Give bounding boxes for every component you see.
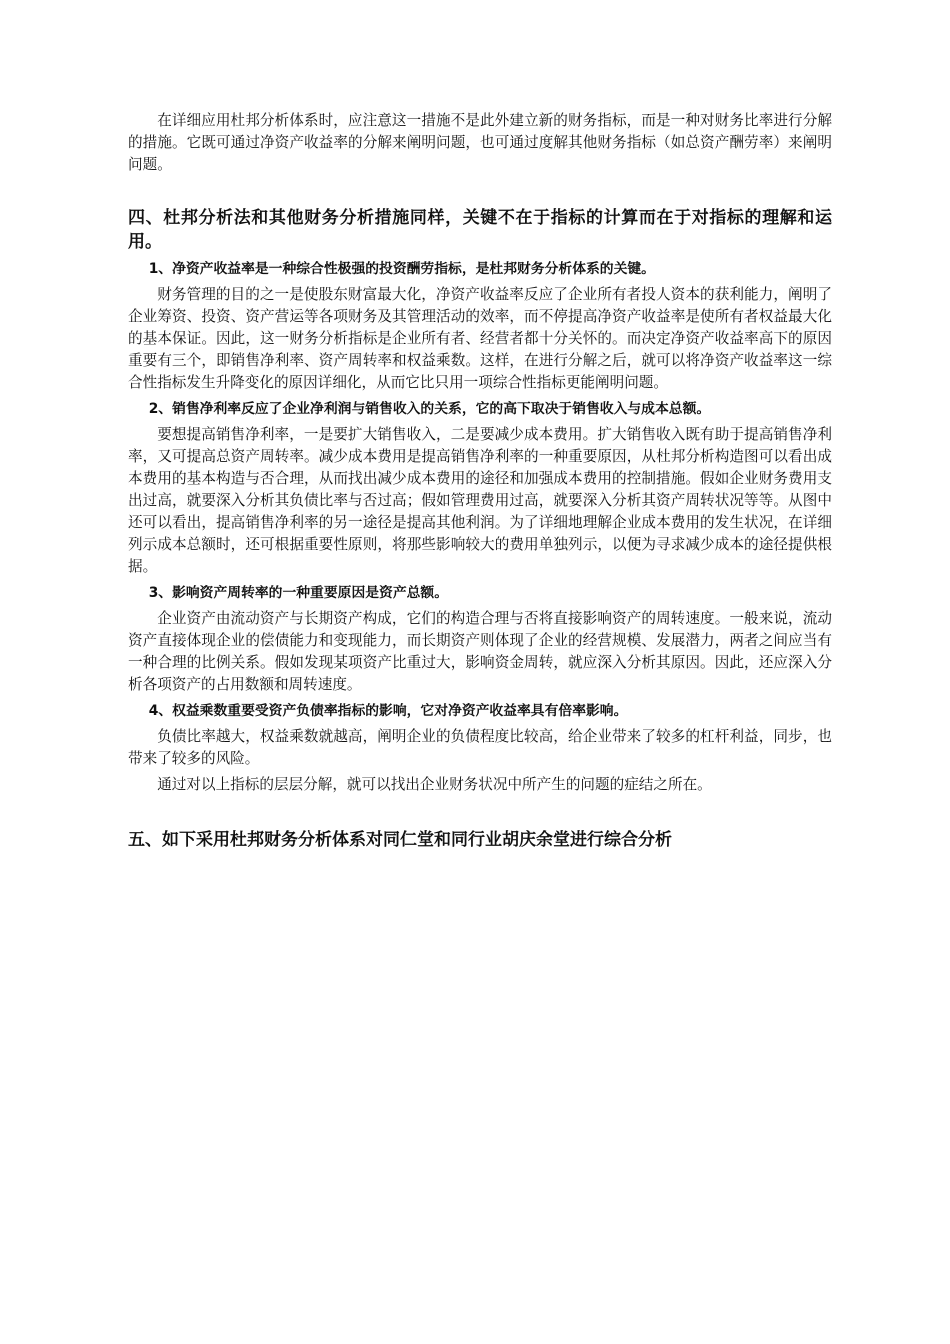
spacer: [128, 176, 832, 206]
section-4-item-3-heading: 3、影响资产周转率的一种重要原因是资产总额。: [148, 585, 449, 601]
section-4-item-1-heading: 1、净资产收益率是一种综合性极强的投资酬劳指标，是杜邦财务分析体系的关键。: [148, 261, 655, 277]
section-4-item-4-body: 负债比率越大，权益乘数就越高，阐明企业的负债程度比较高，给企业带来了较多的杠杆利益，同步，也带来了较多的风险。: [128, 728, 832, 767]
section-4-item-1-body: 财务管理的目的之一是使股东财富最大化，净资产收益率反应了企业所有者投人资本的获利能力，阐明了企业筹资、投资、资产营运等各项财务及其管理活动的效率，而不停提高净资产收益率是使所有者权益最大化的基本保证。因此，这一财务分析指标是企业所有者、经营者都十分关怀的。而决定净资产收益率高下的原因重要有三个，即销售净利率、资产周转率和权益乘数。这样，在进行分解之后，就可以将净资产收益率这一综合性指标发生升降变化的原因详细化，从而它比只用一项综合性指标更能阐明问题。: [128, 286, 832, 391]
section-4-item-3-body: 企业资产由流动资产与长期资产构成，它们的构造合理与否将直接影响资产的周转速度。一般来说，流动资产直接体现企业的偿债能力和变现能力，而长期资产则体现了企业的经营规模、发展潜力，两者之间应当有一种合理的比例关系。假如发现某项资产比重过大，影响资金周转，就应深入分析其原因。因此，还应深入分析各项资产的占用数额和周转速度。: [128, 610, 832, 693]
intro-paragraph: 在详细应用杜邦分析体系时，应注意这一措施不是此外建立新的财务指标，而是一种对财务比率进行分解的措施。它既可通过净资产收益率的分解来阐明问题，也可通过度解其他财务指标（如总资产酬劳率）来阐明问题。: [128, 112, 832, 173]
section-4-item-4-heading: 4、权益乘数重要受资产负债率指标的影响，它对净资产收益率具有倍率影响。: [148, 703, 628, 719]
section-4-title: 四、杜邦分析法和其他财务分析措施同样，关键不在于指标的计算而在于对指标的理解和运用。: [128, 208, 832, 252]
section-4-item-2-heading: 2、销售净利率反应了企业净利润与销售收入的关系，它的高下取决于销售收入与成本总额。: [148, 401, 711, 417]
section-5-title: 五、如下采用杜邦财务分析体系对同仁堂和同行业胡庆余堂进行综合分析: [128, 830, 672, 850]
section-4-item-2-body: 要想提高销售净利率，一是要扩大销售收入，二是要减少成本费用。扩大销售收入既有助于提高销售净利率，又可提高总资产周转率。减少成本费用是提高销售净利率的一种重要原因，从杜邦分析构造图可以看出成本费用的基本构造与否合理，从而找出减少成本费用的途径和加强成本费用的控制措施。假如企业财务费用支出过高，就要深入分析其负债比率与否过高；假如管理费用过高，就要深入分析其资产周转状况等等。从图中还可以看出，提高销售净利率的另一途径是提高其他利润。为了详细地理解企业成本费用的发生状况，在详细列示成本总额时，还可根据重要性原则，将那些影响较大的费用单独列示，以便为寻求减少成本的途径提供根据。: [128, 426, 832, 575]
section-4-conclusion: 通过对以上指标的层层分解，就可以找出企业财务状况中所产生的问题的症结之所在。: [157, 776, 712, 793]
spacer: [128, 796, 832, 828]
document-content: [128, 110, 832, 852]
